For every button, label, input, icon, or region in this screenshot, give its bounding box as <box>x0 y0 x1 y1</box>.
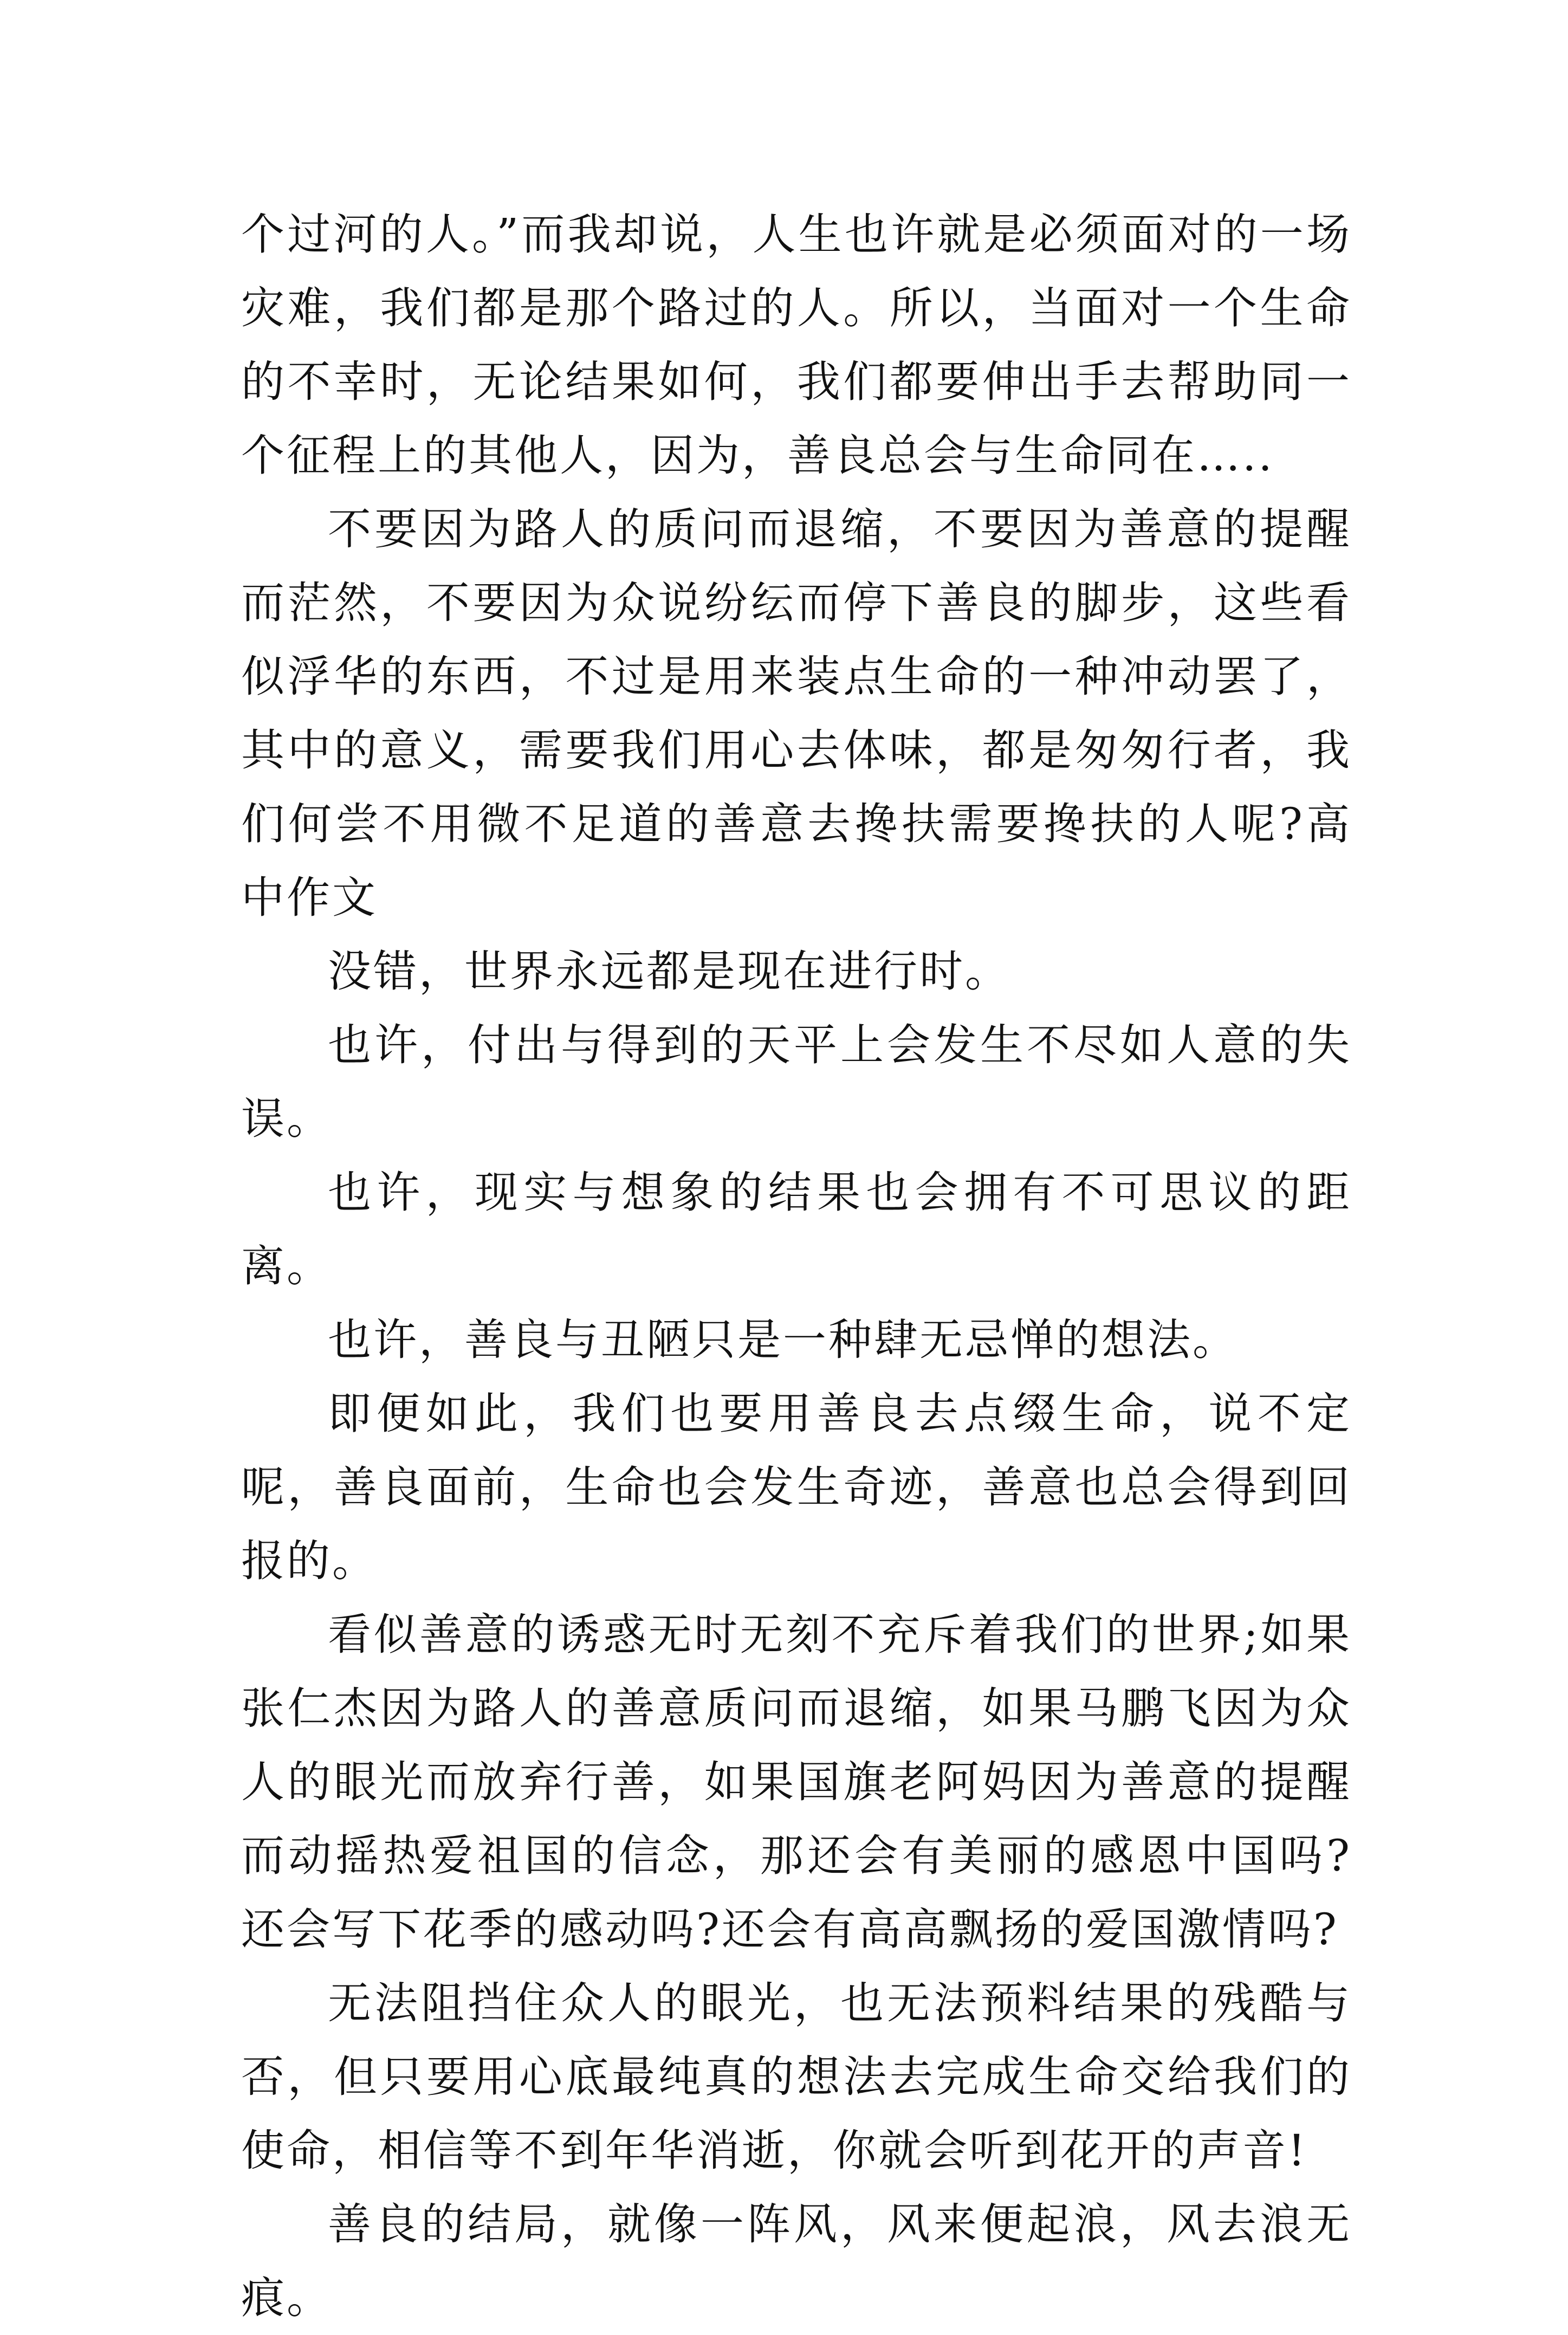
paragraph-6: 也许，善良与丑陋只是一种肆无忌惮的想法。 <box>328 1315 1238 1365</box>
paragraph-9: 无法阻挡住众人的眼光，也无法预料结果的残酷与否，但只要用心底最纯真的想法去完成生命交给我们的使命，相信等不到年华消逝，你就会听到花开的声音! <box>241 1978 1352 2176</box>
paragraph-2: 不要因为路人的质问而退缩，不要因为善意的提醒而茫然，不要因为众说纷纭而停下善良的脚步，这些看似浮华的东西，不过是用来装点生命的一种冲动罢了，其中的意义，需要我们用心去体味，都是匆匆行者，我们何尝不用微不足道的善意去搀扶需要搀扶的人呢?高中作文 <box>241 504 1352 923</box>
paragraph-8: 看似善意的诱惑无时无刻不充斥着我们的世界;如果张仁杰因为路人的善意质问而退缩，如果马鹏飞因为众人的眼光而放弃行善，如果国旗老阿妈因为善意的提醒而动摇热爱祖国的信念，那还会有美丽的感恩中国吗?还会写下花季的感动吗?还会有高高飘扬的爱国激情吗? <box>241 1609 1352 1955</box>
paragraph-4: 也许，付出与得到的天平上会发生不尽如人意的失误。 <box>241 1020 1352 1144</box>
paragraph-3: 没错，世界永远都是现在进行时。 <box>328 946 1010 997</box>
paragraph-1: 个过河的人。”而我却说，人生也许就是必须面对的一场灾难，我们都是那个路过的人。所以，当面对一个生命的不幸时，无论结果如何，我们都要伸出手去帮助同一个征程上的其他人，因为，善良总会与生命同在….. <box>241 209 1352 481</box>
paragraph-7: 即便如此，我们也要用善良去点缀生命，说不定呢，善良面前，生命也会发生奇迹，善意也总会得到回报的。 <box>241 1388 1352 1586</box>
paragraph-5: 也许，现实与想象的结果也会拥有不可思议的距离。 <box>241 1167 1352 1291</box>
paragraph-10: 善良的结局，就像一阵风，风来便起浪，风去浪无痕。 <box>241 2199 1352 2323</box>
article-body <box>241 198 1352 2335</box>
